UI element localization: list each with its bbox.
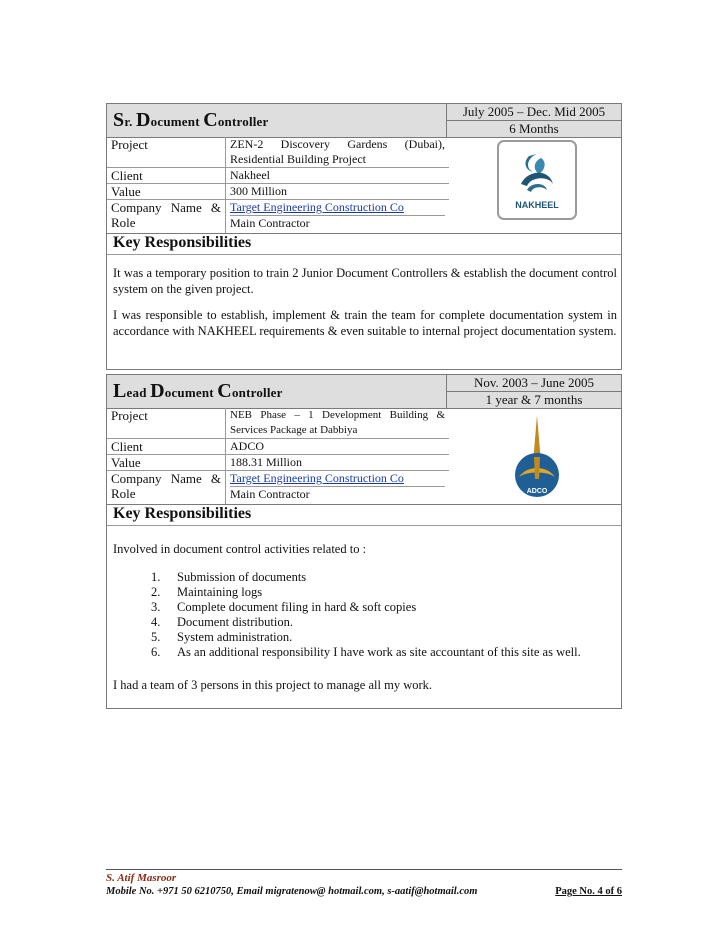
intro-text: Involved in document control activities related to : [113,542,367,556]
footer-divider [106,869,622,870]
key-responsibilities-heading: Key Responsibilities [107,233,621,255]
responsibilities-list [151,570,581,660]
list-item: 4. Document distribution. [151,615,293,629]
client-value: ADCO [225,439,445,454]
key-responsibilities-heading: Key Responsibilities [107,504,621,526]
job-title: Lead Document Controller [113,380,283,402]
role-value: Main Contractor [230,215,445,231]
list-item: 3. Complete document filing in hard & soft copies [151,600,417,614]
list-item: 2. Maintaining logs [151,585,263,599]
list-item: 5. System administration. [151,630,293,644]
duration: 6 Months [509,121,559,136]
date-range: July 2005 – Dec. Mid 2005 [447,104,621,121]
nakheel-logo [497,140,577,220]
nakheel-logo-text: NAKHEEL [515,200,559,210]
company-value-cell [225,200,445,233]
list-item: 1. Submission of documents [151,570,307,584]
project-value: ZEN-2 Discovery Gardens (Dubai), Residential Building Project [225,137,445,167]
client-value: Nakheel [225,168,445,183]
company-value-cell [225,471,445,504]
value-value: 188.31 Million [225,455,445,470]
adco-logo-text: ADCO [526,488,548,495]
company-link[interactable]: Target Engineering Construction Co [230,471,404,485]
client-label: Client [111,168,143,183]
client-label: Client [111,439,143,454]
duration: 1 year & 7 months [485,392,583,407]
client-row [107,439,449,455]
value-label: Value [111,455,141,470]
value-label: Value [111,184,141,199]
company-row [107,200,449,233]
value-row [107,184,449,200]
project-label: Project [111,137,148,152]
project-label: Project [111,408,148,423]
project-row [107,137,449,168]
job-section-lead-document-controller [106,374,622,709]
value-row [107,455,449,471]
company-link[interactable]: Target Engineering Construction Co [230,200,404,214]
list-item: 6. As an additional responsibility I have work as site accountant of this site as well. [151,645,581,659]
paragraph: It was a temporary position to train 2 Junior Document Controllers & establish the document control system on the given project. [113,266,617,296]
date-box [446,104,621,137]
role-value: Main Contractor [230,486,445,502]
project-value: NEB Phase – 1 Development Building & Services Package at Dabbiya [225,408,445,438]
section-header [107,375,621,409]
paragraph: I was responsible to establish, implement & train the team for complete documentation system in accordance with NAKHEEL requirements & even suitable to internal project documentation system. [113,308,617,338]
adco-logo [505,413,569,501]
job-title: Sr. Document Controller [113,109,269,131]
job-section-sr-document-controller [106,103,622,370]
footer-contact: Mobile No. +971 50 6210750, Email migratenow@ hotmail.com, s-aatif@hotmail.com [106,886,478,897]
company-label: Company Name & Role [111,471,221,501]
client-row [107,168,449,184]
company-label: Company Name & Role [111,200,221,230]
date-range: Nov. 2003 – June 2005 [447,375,621,392]
section-header [107,104,621,138]
date-box [446,375,621,408]
responsibilities-text [113,265,617,349]
closing-text: I had a team of 3 persons in this project to manage all my work. [113,678,433,692]
footer-name: S. Atif Masroor [106,872,177,884]
project-row [107,408,449,439]
page-number: Page No. 4 of 6 [555,886,622,897]
company-row [107,471,449,504]
value-value: 300 Million [225,184,445,199]
